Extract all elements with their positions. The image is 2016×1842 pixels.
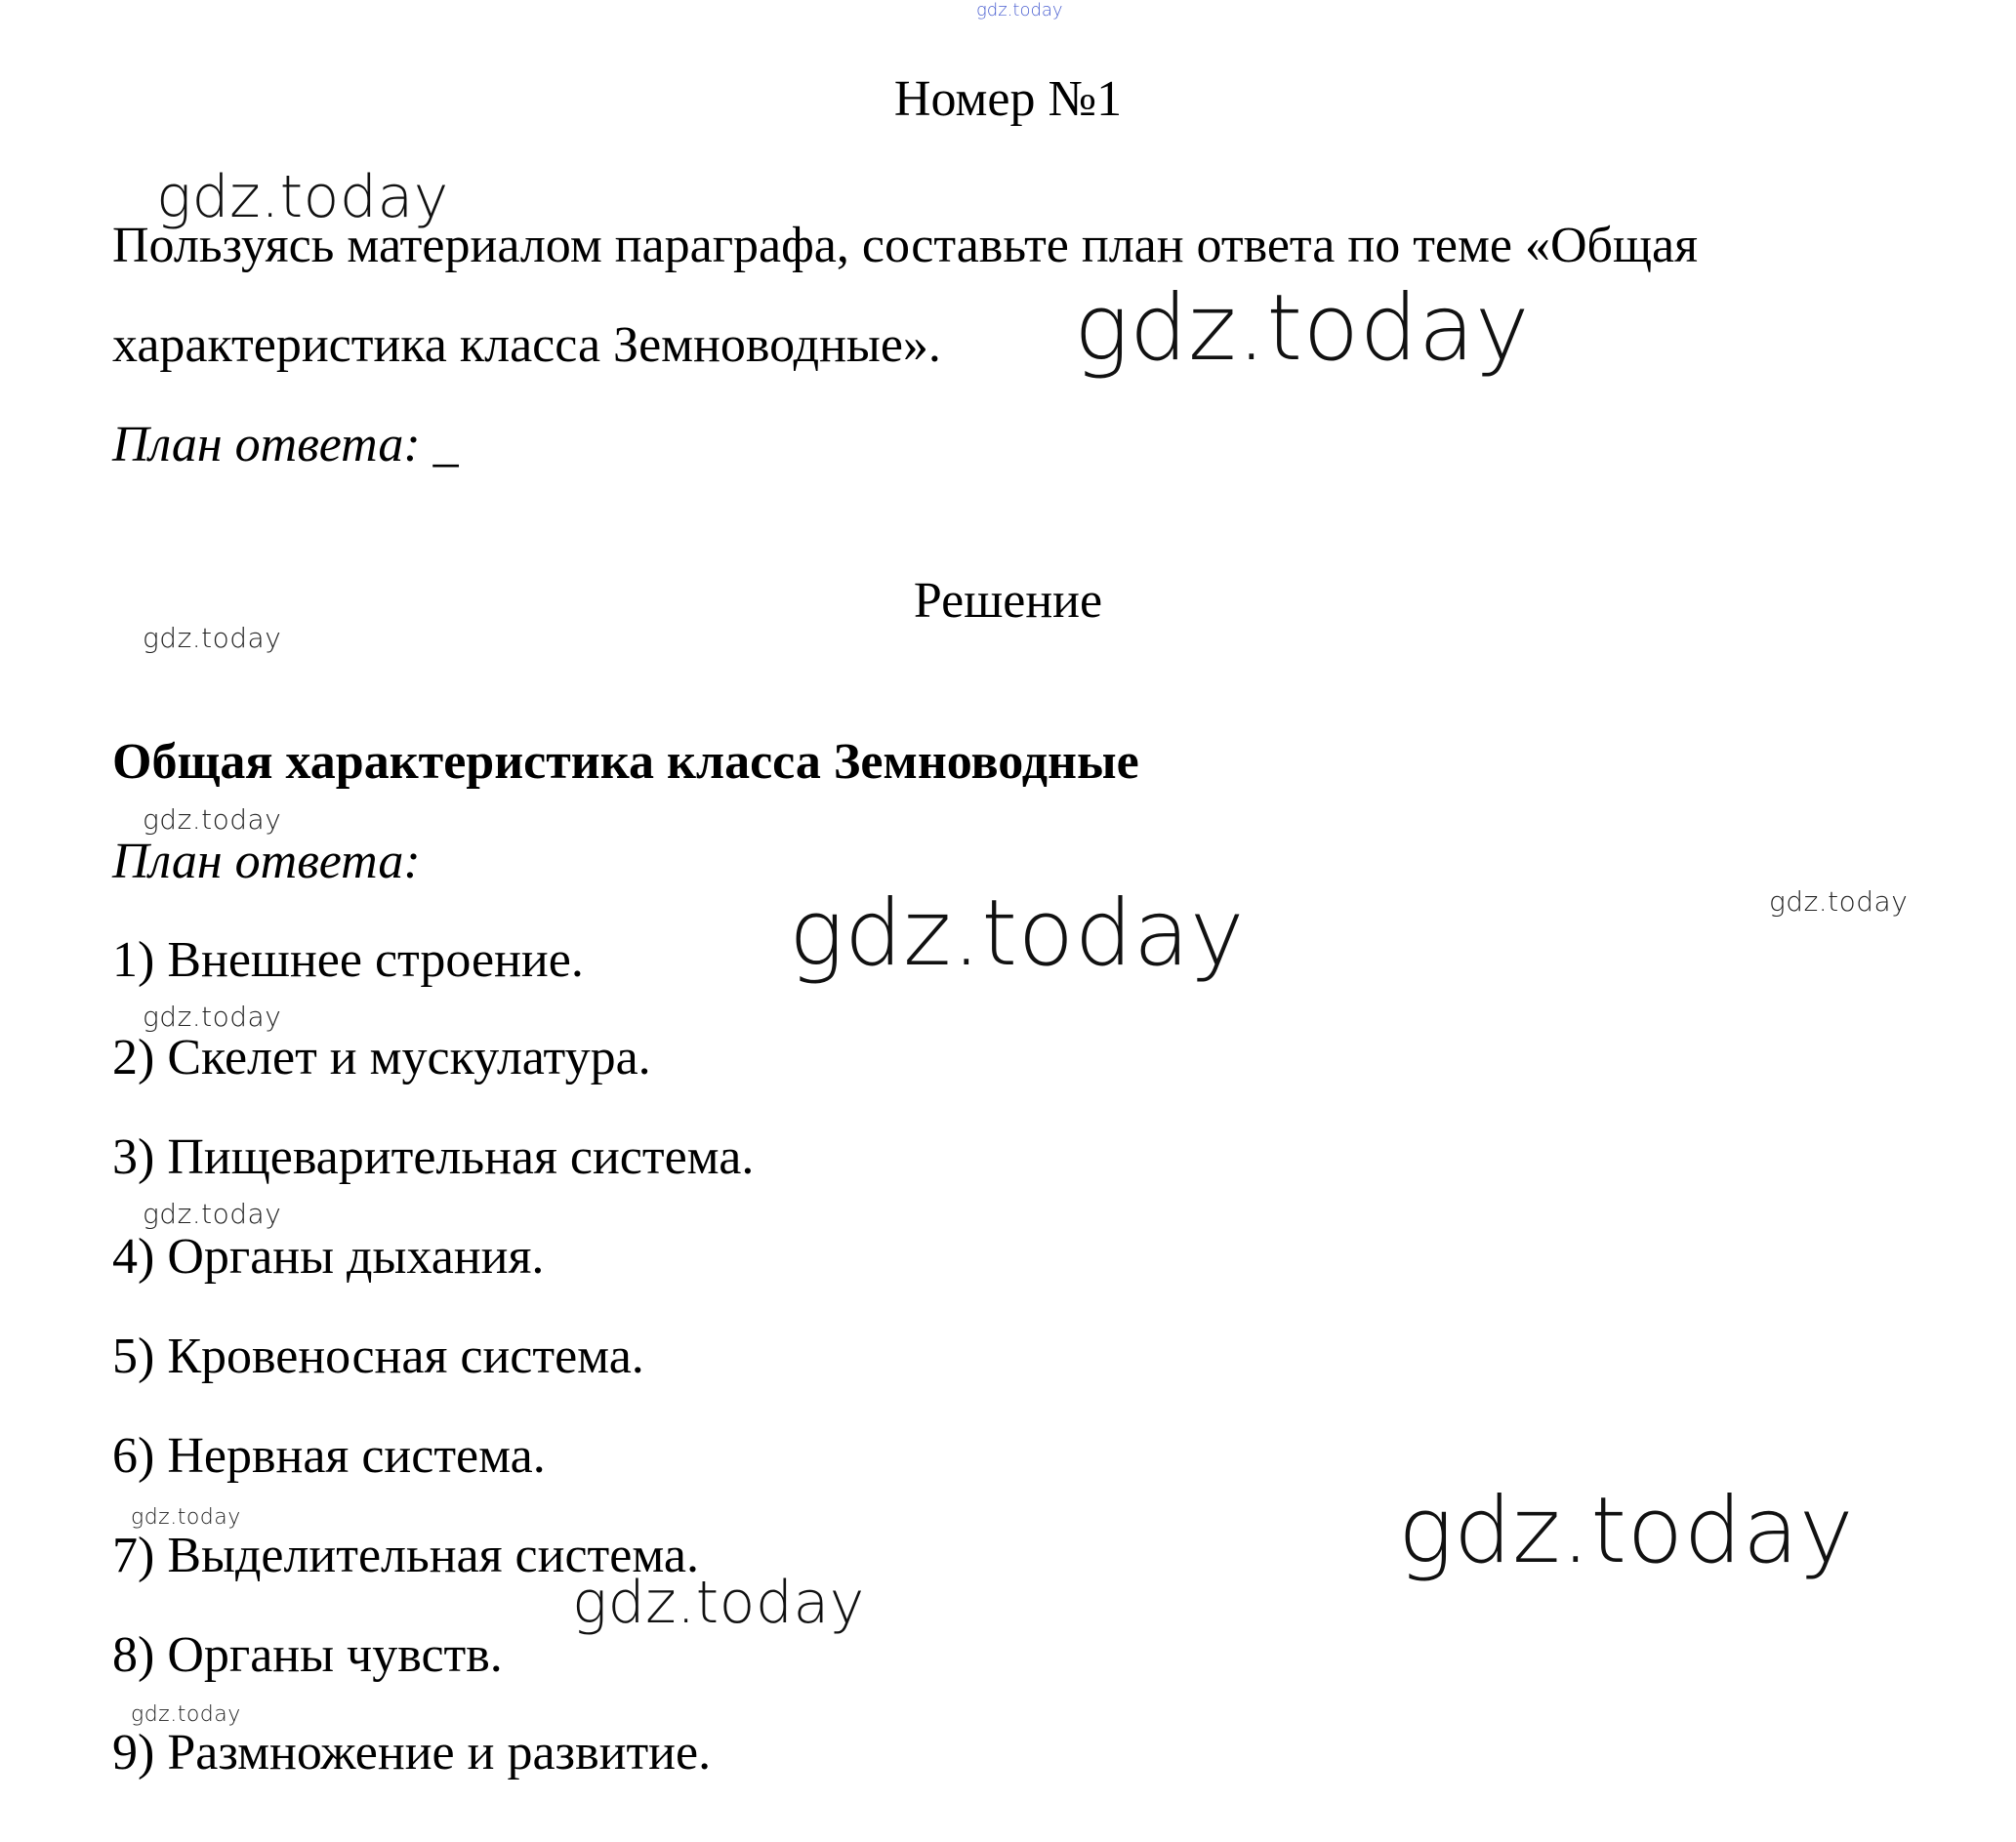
plan-item: 8) Органы чувств. (112, 1627, 503, 1683)
plan-item: 3) Пищеварительная система. (112, 1129, 755, 1185)
watermark: gdz.today (143, 1001, 282, 1033)
watermark: gdz.today (572, 1569, 865, 1637)
plan-label: План ответа: (112, 834, 421, 889)
watermark-top: gdz.today (976, 0, 1063, 20)
watermark: gdz.today (1769, 885, 1909, 918)
task-text-line-1: Пользуясь материалом параграфа, составьте план ответа по теме «Общая (112, 218, 1699, 273)
watermark: gdz.today (143, 622, 282, 654)
plan-item: 6) Нервная система. (112, 1428, 546, 1484)
plan-item: 9) Размножение и развитие. (112, 1725, 712, 1781)
watermark: gdz.today (1074, 275, 1531, 382)
watermark: gdz.today (143, 1198, 282, 1230)
watermark: gdz.today (131, 1702, 241, 1727)
plan-item: 7) Выделительная система. (112, 1528, 699, 1583)
plan-item: 5) Кровеносная система. (112, 1329, 644, 1384)
watermark: gdz.today (1398, 1478, 1855, 1584)
watermark: gdz.today (789, 880, 1246, 987)
task-text-line-2: характеристика класса Земноводные». (112, 317, 941, 373)
plan-item: 1) Внешнее строение. (112, 932, 584, 988)
watermark: gdz.today (131, 1505, 241, 1530)
watermark: gdz.today (143, 803, 282, 836)
plan-item: 4) Органы дыхания. (112, 1229, 545, 1285)
solution-heading: Решение (913, 573, 1103, 629)
page-title: Номер №1 (893, 71, 1123, 127)
topic-title: Общая характеристика класса Земноводные (112, 734, 1139, 790)
answer-prompt: План ответа: _ (112, 417, 459, 472)
plan-item: 2) Скелет и мускулатура. (112, 1030, 651, 1085)
watermark: gdz.today (156, 163, 449, 231)
